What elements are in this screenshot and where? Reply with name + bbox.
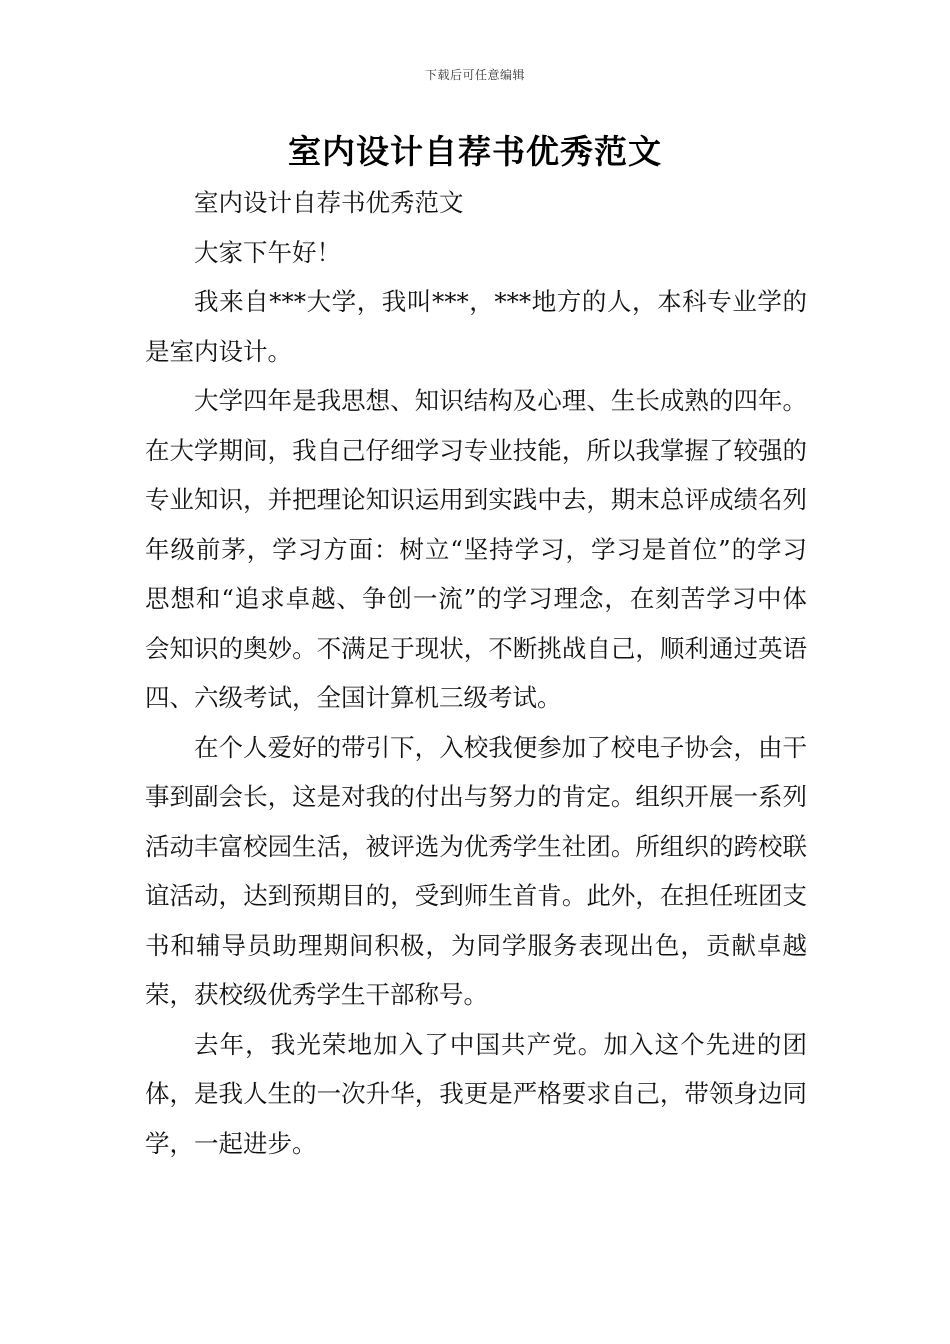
paragraph-study: 大学四年是我思想、知识结构及心理、生长成熟的四年。在大学期间，我自己仔细学习专业技能，所以我掌握了较强的专业知识，并把理论知识运用到实践中去，期末总评成绩名列年级前茅，学习方面：树立“坚持学习，学习是首位”的学习思想和“追求卓越、争创一流”的学习理念，在刻苦学习中体会知识的奥妙。不满足于现状，不断挑战自己，顺利通过英语四、六级考试，全国计算机三级考试。 xyxy=(145,386,807,712)
document-title: 室内设计自荐书优秀范文 xyxy=(288,132,662,171)
paragraph-party: 去年，我光荣地加入了中国共产党。加入这个先进的团体，是我人生的一次升华，我更是严格要求自己，带领身边同学，一起进步。 xyxy=(145,1029,807,1158)
header-note: 下载后可任意编辑 xyxy=(424,68,525,82)
paragraph-activities: 在个人爱好的带引下，入校我便参加了校电子协会，由干事到副会长，这是对我的付出与努力的肯定。组织开展一系列活动丰富校园生活，被评选为优秀学生社团。所组织的跨校联谊活动，达到预期目的，受到师生首肯。此外，在担任班团支书和辅导员助理期间积极，为同学服务表现出色，贡献卓越荣，获校级优秀学生干部称号。 xyxy=(145,732,807,1009)
paragraph-intro: 我来自***大学，我叫***，***地方的人，本科专业学的是室内设计。 xyxy=(145,287,807,366)
document-body xyxy=(145,178,807,1168)
paragraph-greeting: 大家下午好！ xyxy=(194,237,341,267)
paragraph-subtitle: 室内设计自荐书优秀范文 xyxy=(194,188,464,217)
